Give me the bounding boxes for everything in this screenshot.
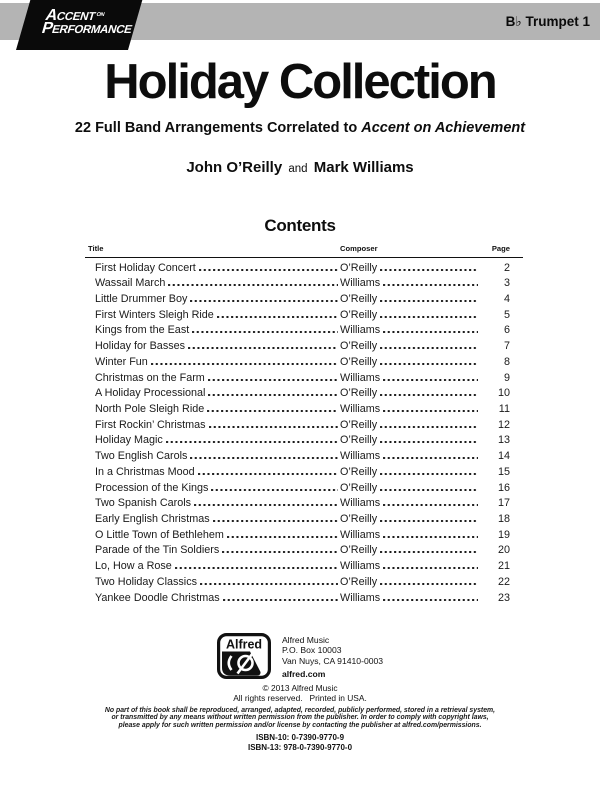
subtitle-plain: 22 Full Band Arrangements Correlated to — [74, 120, 362, 136]
contents-composer-cell — [340, 559, 480, 575]
page-number: 20 — [497, 544, 510, 557]
contents-title-cell — [85, 559, 340, 575]
piece-title: Winter Fun — [95, 355, 148, 368]
publisher-po-box: P.O. Box 10003 — [281, 645, 342, 656]
page-number: 19 — [497, 528, 510, 541]
dot-leader — [199, 269, 338, 271]
legal-line-2: or transmitted by any means without written permission from the publisher. In order to comply with copyright laws, — [111, 714, 489, 722]
contents-row — [85, 559, 523, 575]
contents-title-cell — [85, 261, 340, 277]
contents-title-cell — [85, 418, 340, 434]
dot-leader — [207, 410, 338, 412]
contents-title-cell — [85, 591, 340, 607]
dot-leader — [222, 551, 338, 553]
dot-leader — [380, 426, 478, 428]
authors-line — [0, 159, 600, 176]
contents-composer-cell — [340, 496, 480, 512]
composer-name: Williams — [340, 560, 381, 573]
contents-title-cell — [85, 465, 340, 481]
piece-title: Holiday Magic — [95, 434, 163, 447]
dot-leader — [383, 457, 478, 459]
column-header-composer: Composer — [340, 244, 378, 253]
contents-heading: Contents — [264, 216, 336, 235]
alfred-music-logo — [217, 633, 271, 679]
piece-title: Little Drummer Boy — [95, 292, 188, 305]
dot-leader — [194, 504, 338, 506]
composer-name: Williams — [340, 277, 381, 290]
page-number: 4 — [503, 292, 510, 305]
logo-word-on: ON — [95, 12, 105, 18]
composer-name: O’Reilly — [340, 261, 378, 274]
dot-leader — [380, 551, 478, 553]
page-number: 5 — [503, 308, 510, 321]
piece-title: Lo, How a Rose — [95, 560, 172, 573]
composer-name: O’Reilly — [340, 340, 378, 353]
contents-composer-cell — [340, 339, 480, 355]
dot-leader — [208, 394, 338, 396]
dot-leader — [188, 347, 338, 349]
page-number: 16 — [497, 481, 510, 494]
dot-leader — [383, 504, 478, 506]
contents-composer-cell — [340, 433, 480, 449]
contents-row — [85, 433, 523, 449]
dot-leader — [190, 457, 338, 459]
dot-leader — [213, 520, 338, 522]
contents-title-cell — [85, 575, 340, 591]
column-header-title: Title — [88, 244, 104, 253]
composer-name: Williams — [340, 402, 381, 415]
contents-row — [85, 543, 523, 559]
dot-leader — [175, 567, 338, 569]
contents-row — [85, 308, 523, 324]
piece-title: Kings from the East — [95, 324, 190, 337]
composer-name: O’Reilly — [340, 355, 378, 368]
composer-name: Williams — [340, 528, 381, 541]
page-number: 6 — [503, 324, 510, 337]
legal-notice — [0, 707, 600, 730]
piece-title: Parade of the Tin Soldiers — [95, 544, 220, 557]
piece-title: Holiday for Basses — [95, 340, 186, 353]
contents-composer-cell — [340, 323, 480, 339]
accent-on-performance-logo — [16, 0, 142, 50]
piece-title: North Pole Sleigh Ride — [95, 402, 205, 415]
contents-title-cell — [85, 292, 340, 308]
contents-title-cell — [85, 433, 340, 449]
dot-leader — [383, 567, 478, 569]
piece-title: Procession of the Kings — [95, 481, 209, 494]
contents-title-cell — [85, 355, 340, 371]
contents-row — [85, 371, 523, 387]
contents-table-body — [85, 261, 523, 607]
contents-composer-cell — [340, 276, 480, 292]
composer-name: Williams — [340, 371, 381, 384]
logo-word-performance: PERFORMANCE — [39, 20, 134, 37]
contents-composer-cell — [340, 465, 480, 481]
contents-title-cell — [85, 543, 340, 559]
contents-row — [85, 339, 523, 355]
contents-row — [85, 449, 523, 465]
dot-leader — [200, 583, 338, 585]
page-number: 21 — [497, 560, 510, 573]
contents-row — [85, 465, 523, 481]
composer-name: O’Reilly — [340, 575, 378, 588]
composer-name: O’Reilly — [340, 292, 378, 305]
publisher-block — [0, 633, 600, 680]
piece-title: In a Christmas Mood — [95, 465, 195, 478]
dot-leader — [223, 599, 338, 601]
contents-row — [85, 528, 523, 544]
composer-name: O’Reilly — [340, 308, 378, 321]
page-number: 15 — [497, 465, 510, 478]
column-header-page: Page — [491, 244, 510, 253]
contents-composer-cell — [340, 528, 480, 544]
page-number: 10 — [497, 387, 510, 400]
subtitle — [0, 120, 600, 136]
isbn-block — [0, 733, 600, 751]
contents-composer-cell — [340, 402, 480, 418]
composer-name: O’Reilly — [340, 465, 378, 478]
contents-row — [85, 418, 523, 434]
dot-leader — [380, 347, 478, 349]
dot-leader — [380, 489, 478, 491]
copyright-line: © 2013 Alfred Music — [262, 683, 338, 693]
composer-name: O’Reilly — [340, 387, 378, 400]
composer-name: Williams — [340, 591, 381, 604]
page-number: 8 — [503, 355, 510, 368]
dot-leader — [380, 394, 478, 396]
author-1: John O’Reilly — [186, 159, 283, 176]
isbn-13: ISBN-13: 978-0-7390-9770-0 — [247, 742, 353, 752]
author-2: Mark Williams — [313, 159, 414, 176]
piece-title: A Holiday Processional — [95, 387, 206, 400]
composer-name: O’Reilly — [340, 434, 378, 447]
contents-table-header — [85, 241, 523, 258]
contents-composer-cell — [340, 386, 480, 402]
contents-title-cell — [85, 402, 340, 418]
dot-leader — [380, 520, 478, 522]
dot-leader — [209, 426, 338, 428]
page-number: 14 — [497, 450, 510, 463]
contents-composer-cell — [340, 418, 480, 434]
dot-leader — [380, 300, 478, 302]
composer-name: O’Reilly — [340, 544, 378, 557]
publisher-city: Van Nuys, CA 91410-0003 — [281, 655, 384, 666]
dot-leader — [383, 331, 478, 333]
isbn-10: ISBN-10: 0-7390-9770-9 — [255, 733, 345, 743]
dot-leader — [383, 536, 478, 538]
page-title: Holiday Collection — [104, 55, 496, 109]
piece-title: Two Spanish Carols — [95, 497, 192, 510]
contents-row — [85, 261, 523, 277]
instrument-part-label: B♭ Trumpet 1 — [505, 14, 590, 29]
composer-name: Williams — [340, 324, 381, 337]
composer-name: O’Reilly — [340, 481, 378, 494]
page-number: 13 — [497, 434, 510, 447]
dot-leader — [380, 441, 478, 443]
contents-row — [85, 386, 523, 402]
dot-leader — [217, 316, 338, 318]
subtitle-series-name: Accent on Achievement — [361, 120, 526, 136]
contents-row — [85, 355, 523, 371]
contents-row — [85, 292, 523, 308]
contents-composer-cell — [340, 292, 480, 308]
page-number: 12 — [497, 418, 510, 431]
piece-title: Wassail March — [95, 277, 166, 290]
dot-leader — [380, 269, 478, 271]
piece-title: Yankee Doodle Christmas — [95, 591, 220, 604]
dot-leader — [151, 363, 338, 365]
author-join: and — [288, 163, 308, 175]
legal-line-3: please apply for such written permission and/or license by contacting the publisher at alfred.com/permissions. — [118, 721, 482, 729]
contents-title-cell — [85, 339, 340, 355]
contents-title-cell — [85, 323, 340, 339]
publisher-address — [282, 633, 383, 680]
contents-row — [85, 481, 523, 497]
piece-title: Two Holiday Classics — [95, 575, 198, 588]
piece-title: Two English Carols — [95, 450, 188, 463]
contents-row — [85, 496, 523, 512]
contents-row — [85, 323, 523, 339]
contents-row — [85, 402, 523, 418]
composer-name: Williams — [340, 497, 381, 510]
dot-leader — [227, 536, 338, 538]
logo-line-2 — [39, 20, 136, 37]
logo-word-accent: ACCENT — [43, 7, 97, 24]
contents-title-cell — [85, 481, 340, 497]
dot-leader — [211, 489, 338, 491]
alfred-logo-text: Alfred — [225, 637, 262, 652]
contents-composer-cell — [340, 449, 480, 465]
contents-composer-cell — [340, 481, 480, 497]
composer-name: Williams — [340, 450, 381, 463]
dot-leader — [198, 473, 338, 475]
dot-leader — [190, 300, 338, 302]
piece-title: First Winters Sleigh Ride — [95, 308, 214, 321]
page-number: 7 — [503, 340, 510, 353]
logo-line-1 — [44, 9, 140, 23]
contents-row — [85, 276, 523, 292]
dot-leader — [383, 599, 478, 601]
page-number: 18 — [497, 513, 510, 525]
piece-title: First Rockin’ Christmas — [95, 418, 206, 431]
contents-title-cell — [85, 276, 340, 292]
contents-title-cell — [85, 371, 340, 387]
contents-composer-cell — [340, 355, 480, 371]
dot-leader — [380, 363, 478, 365]
dot-leader — [380, 583, 478, 585]
dot-leader — [380, 316, 478, 318]
contents-title-cell — [85, 449, 340, 465]
composer-name: O’Reilly — [340, 418, 378, 431]
contents-title-cell — [85, 308, 340, 324]
contents-composer-cell — [340, 591, 480, 607]
contents-row — [85, 512, 523, 528]
contents-row — [85, 591, 523, 607]
dot-leader — [208, 379, 338, 381]
page-number: 11 — [498, 402, 510, 415]
piece-title: First Holiday Concert — [95, 261, 196, 274]
contents-title-cell — [85, 528, 340, 544]
contents-title-cell — [85, 496, 340, 512]
contents-composer-cell — [340, 575, 480, 591]
dot-leader — [383, 410, 478, 412]
dot-leader — [383, 379, 478, 381]
contents-title-cell — [85, 386, 340, 402]
contents-table — [85, 241, 523, 606]
contents-composer-cell — [340, 261, 480, 277]
contents-composer-cell — [340, 543, 480, 559]
publisher-name: Alfred Music — [281, 635, 330, 645]
contents-composer-cell — [340, 308, 480, 324]
page-number: 22 — [497, 575, 510, 588]
piece-title: Christmas on the Farm — [95, 371, 205, 384]
contents-title-cell — [85, 512, 340, 528]
contents-composer-cell — [340, 371, 480, 387]
dot-leader — [192, 331, 338, 333]
dot-leader — [380, 473, 478, 475]
page-number: 23 — [497, 591, 510, 604]
legal-line-1: No part of this book shall be reproduced, arranged, adapted, recorded, publicly performed, stored in a retrieval system, — [104, 706, 496, 714]
dot-leader — [383, 284, 478, 286]
piece-title: Early English Christmas — [95, 513, 210, 525]
page-number: 3 — [503, 277, 510, 290]
piece-title: O Little Town of Bethlehem — [95, 528, 224, 541]
page-number: 2 — [503, 261, 510, 274]
footer — [0, 684, 600, 752]
contents-row — [85, 575, 523, 591]
contents-composer-cell — [340, 512, 480, 528]
dot-leader — [168, 284, 338, 286]
dot-leader — [166, 441, 338, 443]
rights-line: All rights reserved. Printed in USA. — [233, 692, 367, 703]
composer-name: O’Reilly — [340, 513, 378, 525]
publisher-website: alfred.com — [281, 669, 326, 680]
page-number: 17 — [497, 497, 510, 510]
page-number: 9 — [503, 371, 510, 384]
